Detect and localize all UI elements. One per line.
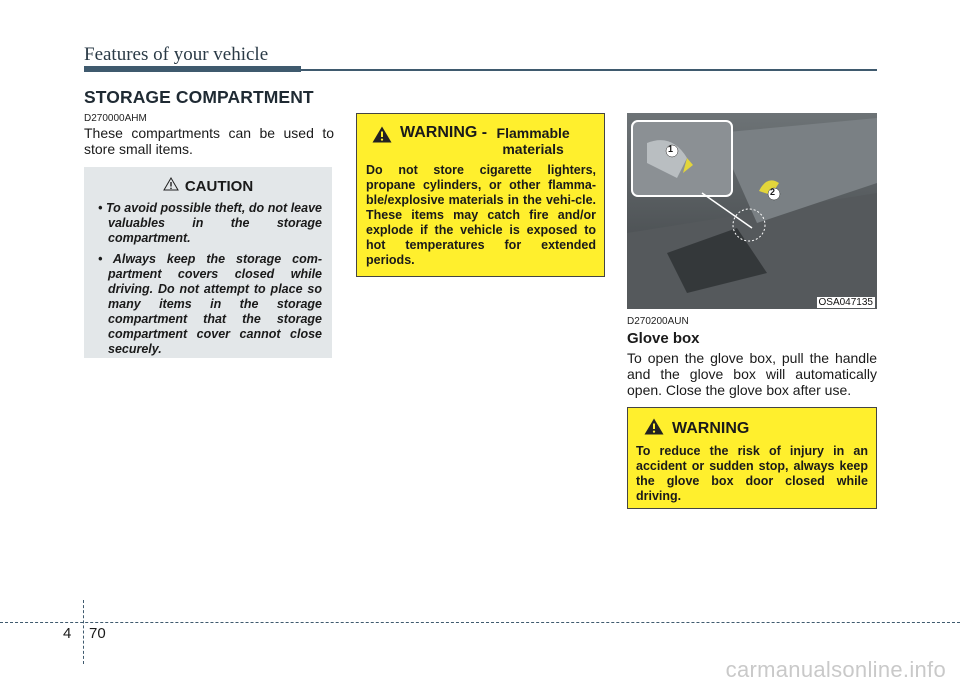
warning-triangle-icon [372, 126, 392, 148]
page-number: 70 [89, 625, 106, 642]
caution-list [94, 201, 322, 357]
caution-box [84, 167, 332, 358]
warning-glove-label: WARNING [672, 420, 750, 437]
header-bar-accent [84, 66, 301, 72]
caution-triangle-icon [163, 177, 179, 195]
warning-glove-box [627, 407, 877, 509]
warning-flammable-text: Do not store cigarette lighters, propane cylinders, or other flamma-ble/explosive materials in the vehi-cle. These items may catch fire and/or explode if the vehicle is exposed to hot temperatures for extended periods. [366, 163, 596, 267]
warning-flammable-subheading: Flammable materials [496, 125, 570, 157]
photo-caption: OSA047135 [818, 297, 873, 308]
footer-vertical-divider [83, 600, 84, 664]
photo-callout-2: 2 [770, 187, 776, 197]
caution-item-text: To avoid possible theft, do not leave valuables in the storage compartment. [105, 201, 322, 245]
warning-glove-heading [636, 418, 868, 440]
caution-heading-label: CAUTION [184, 178, 254, 195]
glove-box-illustration [627, 113, 877, 309]
glove-box-code: D270200AUN [627, 316, 689, 327]
warning-glove-text: To reduce the risk of injury in an accident or sudden stop, always keep the glove box door closed while driving. [636, 444, 868, 503]
watermark: carmanualsonline.info [725, 657, 946, 682]
warning-flammable-box [356, 113, 605, 277]
caution-item: • Always keep the storage com-partment covers closed while driving. Do not attempt to place so many items in the storage compartment that the storage compartment cover cannot close securely. [98, 252, 323, 356]
warning-triangle-icon [644, 418, 664, 440]
footer-divider [0, 622, 960, 623]
header-rule [301, 69, 877, 71]
section-intro: These compartments can be used to store small items. [84, 125, 334, 157]
warning-flammable-label: WARNING - [400, 124, 488, 141]
section-title: STORAGE COMPARTMENT [84, 87, 314, 107]
caution-item: • To avoid possible theft, do not leave valuables in the storage compartment. [98, 201, 322, 245]
glove-box-title: Glove box [627, 330, 700, 347]
caution-item-text: Always keep the storage com-partment covers closed while driving. Do not attempt to place so many items in the storage compartment that the storage compartment cover cannot close securely. [108, 252, 323, 356]
glove-box-text: To open the glove box, pull the handle and the glove box will automatically open. Close the glove box after use. [627, 350, 877, 398]
section-code: D270000AHM [84, 113, 147, 124]
caution-heading [94, 177, 322, 195]
warning-flammable-heading [366, 124, 596, 157]
chapter-number: 4 [63, 625, 72, 642]
glove-box-photo [627, 113, 877, 309]
photo-callout-1: 1 [668, 144, 674, 154]
page-header-title: Features of your vehicle [84, 44, 269, 65]
